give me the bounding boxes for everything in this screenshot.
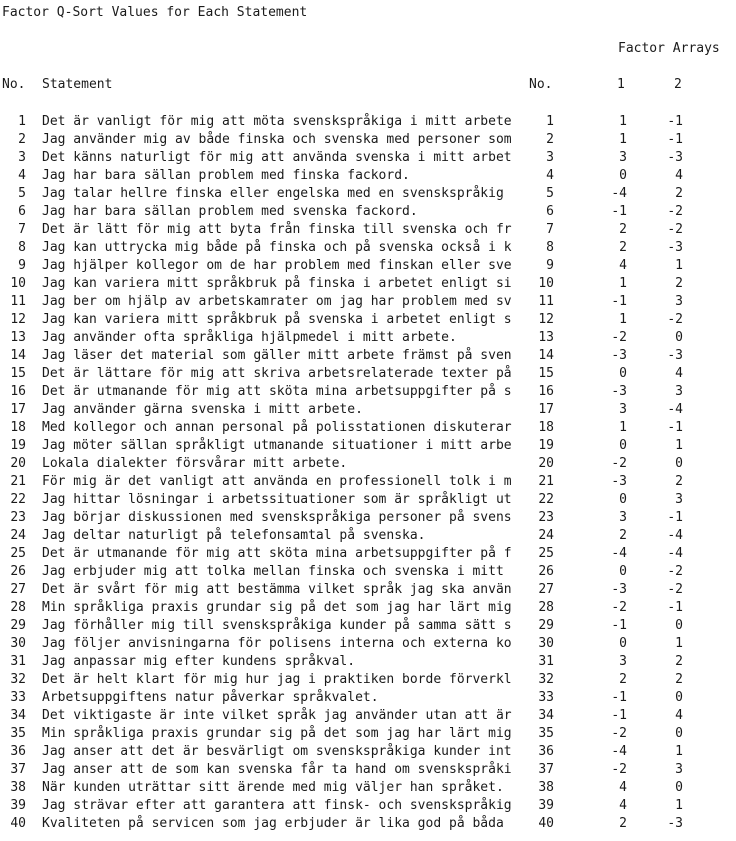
- statement-text: Jag möter sällan språkligt utmanande situationer i mitt arbe: [42, 438, 512, 453]
- statement-number: 5: [546, 186, 554, 201]
- factor-1-value: -3: [611, 474, 627, 489]
- factor-2-value: 2: [675, 672, 683, 687]
- factor-2-value: -2: [667, 204, 683, 219]
- row-index: 14: [10, 348, 26, 363]
- statement-text: Jag strävar efter att garantera att finsk- och svenskspråkig: [42, 798, 512, 813]
- statement-number: 19: [538, 438, 554, 453]
- statement-text: Jag hittar lösningar i arbetssituationer som är språkligt ut: [42, 492, 512, 507]
- statement-number: 27: [538, 582, 554, 597]
- statement-number: 25: [538, 546, 554, 561]
- factor-2-value: 2: [675, 276, 683, 291]
- factor-2-value: -4: [667, 402, 683, 417]
- factor-1-value: -4: [611, 744, 627, 759]
- factor-2-value: -2: [667, 582, 683, 597]
- factor-1-value: -1: [611, 204, 627, 219]
- factor-1-value: 2: [619, 672, 627, 687]
- row-index: 9: [18, 258, 26, 273]
- statement-text: Jag anpassar mig efter kundens språkval.: [42, 654, 356, 669]
- factor-1-value: 0: [619, 438, 627, 453]
- statement-number: 8: [546, 240, 554, 255]
- factor-1-value: 2: [619, 528, 627, 543]
- statement-text: Jag följer anvisningarna för polisens interna och externa ko: [42, 636, 512, 651]
- statement-text: Jag kan variera mitt språkbruk på svenska i arbetet enligt s: [42, 312, 512, 327]
- row-index: 13: [10, 330, 26, 345]
- table-row: [0, 203, 736, 221]
- statement-text: Jag har bara sällan problem med finska fackord.: [42, 168, 410, 183]
- factor-2-value: 3: [675, 762, 683, 777]
- factor-1-value: 1: [619, 312, 627, 327]
- statement-text: Jag talar hellre finska eller engelska med en svenskspråkig: [42, 186, 504, 201]
- statement-number: 13: [538, 330, 554, 345]
- row-index: 39: [10, 798, 26, 813]
- row-index: 5: [18, 186, 26, 201]
- row-index: 38: [10, 780, 26, 795]
- table-row: [0, 221, 736, 239]
- factor-2-value: -1: [667, 510, 683, 525]
- table-row: [0, 815, 736, 833]
- factor-2-value: -1: [667, 132, 683, 147]
- table-row: [0, 725, 736, 743]
- statement-number: 34: [538, 708, 554, 723]
- row-index: 26: [10, 564, 26, 579]
- row-index: 37: [10, 762, 26, 777]
- factor-2-value: 0: [675, 726, 683, 741]
- row-index: 36: [10, 744, 26, 759]
- statement-number: 15: [538, 366, 554, 381]
- statement-number: 4: [546, 168, 554, 183]
- statement-text: Jag deltar naturligt på telefonsamtal på svenska.: [42, 528, 426, 543]
- statement-number: 26: [538, 564, 554, 579]
- statement-number: 31: [538, 654, 554, 669]
- factor-1-value: 4: [619, 780, 627, 795]
- factor-1-value: 0: [619, 366, 627, 381]
- table-row: [0, 455, 736, 473]
- statement-text: Jag kan variera mitt språkbruk på finska i arbetet enligt si: [42, 276, 512, 291]
- no-header-right: No.: [529, 77, 553, 92]
- statement-header: Statement: [42, 77, 113, 92]
- row-index: 31: [10, 654, 26, 669]
- statement-text: Jag använder mig av både finska och svenska med personer som: [42, 132, 512, 147]
- statement-text: Jag ber om hjälp av arbetskamrater om jag har problem med sv: [42, 294, 512, 309]
- statement-number: 16: [538, 384, 554, 399]
- row-index: 3: [18, 150, 26, 165]
- statement-text: Det är svårt för mig att bestämma vilket språk jag ska använ: [42, 582, 512, 597]
- factor-2-value: 1: [675, 438, 683, 453]
- factor-1-value: 4: [619, 258, 627, 273]
- statement-number: 36: [538, 744, 554, 759]
- factor-2-value: -1: [667, 600, 683, 615]
- row-index: 23: [10, 510, 26, 525]
- factor-2-value: 2: [675, 186, 683, 201]
- statement-number: 1: [546, 114, 554, 129]
- factor-1-value: -2: [611, 726, 627, 741]
- table-row: [0, 617, 736, 635]
- factor-1-value: 2: [619, 816, 627, 831]
- factor-1-value: 3: [619, 510, 627, 525]
- statement-number: 37: [538, 762, 554, 777]
- factor-2-value: 0: [675, 456, 683, 471]
- table-row: [0, 527, 736, 545]
- table-row: [0, 779, 736, 797]
- factor-1-value: -4: [611, 186, 627, 201]
- statement-text: Jag anser att de som kan svenska får ta hand om svenskspråki: [42, 762, 512, 777]
- no-header-left: No.: [2, 77, 26, 92]
- statement-number: 17: [538, 402, 554, 417]
- statement-text: Lokala dialekter försvårar mitt arbete.: [42, 456, 348, 471]
- table-row: [0, 653, 736, 671]
- factor-1-value: -4: [611, 546, 627, 561]
- row-index: 27: [10, 582, 26, 597]
- factor-1-value: 2: [619, 222, 627, 237]
- statement-text: Jag använder gärna svenska i mitt arbete.: [42, 402, 363, 417]
- statement-number: 28: [538, 600, 554, 615]
- factor-1-value: 0: [619, 168, 627, 183]
- factor-1-value: -2: [611, 600, 627, 615]
- factor-2-value: 0: [675, 330, 683, 345]
- statement-text: Det känns naturligt för mig att använda svenska i mitt arbet: [42, 150, 512, 165]
- table-row: [0, 545, 736, 563]
- factor-2-value: 4: [675, 168, 683, 183]
- factor-2-value: -4: [667, 528, 683, 543]
- factor-1-value: 4: [619, 798, 627, 813]
- statement-number: 29: [538, 618, 554, 633]
- statement-number: 21: [538, 474, 554, 489]
- statement-text: Jag hjälper kollegor om de har problem med finskan eller sve: [42, 258, 512, 273]
- statement-text: Det är lättare för mig att skriva arbetsrelaterade texter på: [42, 366, 512, 381]
- table-row: [0, 419, 736, 437]
- row-index: 24: [10, 528, 26, 543]
- factor-arrays-header: Factor Arrays: [618, 41, 720, 56]
- statement-number: 18: [538, 420, 554, 435]
- statement-text: Jag anser att det är besvärligt om svenskspråkiga kunder int: [42, 744, 512, 759]
- factor-1-value: -2: [611, 762, 627, 777]
- statement-text: För mig är det vanligt att använda en professionell tolk i m: [42, 474, 512, 489]
- table-row: [0, 491, 736, 509]
- row-index: 22: [10, 492, 26, 507]
- factor-1-header: 1: [617, 77, 625, 92]
- table-row: [0, 635, 736, 653]
- statement-number: 24: [538, 528, 554, 543]
- row-index: 21: [10, 474, 26, 489]
- factor-1-value: 0: [619, 636, 627, 651]
- factor-2-value: 1: [675, 744, 683, 759]
- table-row: [0, 581, 736, 599]
- statement-number: 40: [538, 816, 554, 831]
- row-index: 2: [18, 132, 26, 147]
- table-row: [0, 311, 736, 329]
- factor-1-value: 1: [619, 132, 627, 147]
- statement-text: Det är utmanande för mig att sköta mina arbetsuppgifter på s: [42, 384, 512, 399]
- table-row: [0, 743, 736, 761]
- statement-text: Jag börjar diskussionen med svenskspråkiga personer på svens: [42, 510, 512, 525]
- row-index: 16: [10, 384, 26, 399]
- statement-text: Det är helt klart för mig hur jag i praktiken borde förverkl: [42, 672, 512, 687]
- factor-2-value: 3: [675, 294, 683, 309]
- statement-number: 38: [538, 780, 554, 795]
- statement-number: 23: [538, 510, 554, 525]
- row-index: 12: [10, 312, 26, 327]
- statement-number: 14: [538, 348, 554, 363]
- row-index: 20: [10, 456, 26, 471]
- statement-text: Arbetsuppgiftens natur påverkar språkvalet.: [42, 690, 379, 705]
- statement-number: 11: [538, 294, 554, 309]
- statement-number: 32: [538, 672, 554, 687]
- statement-number: 9: [546, 258, 554, 273]
- factor-1-value: -1: [611, 618, 627, 633]
- factor-1-value: -1: [611, 690, 627, 705]
- factor-1-value: -2: [611, 330, 627, 345]
- factor-1-value: 1: [619, 276, 627, 291]
- factor-2-value: 4: [675, 366, 683, 381]
- factor-2-value: -3: [667, 816, 683, 831]
- row-index: 33: [10, 690, 26, 705]
- row-index: 32: [10, 672, 26, 687]
- row-index: 34: [10, 708, 26, 723]
- statement-text: Jag använder ofta språkliga hjälpmedel i mitt arbete.: [42, 330, 457, 345]
- table-row: [0, 761, 736, 779]
- statement-text: Kvaliteten på servicen som jag erbjuder är lika god på båda: [42, 816, 504, 831]
- statement-number: 2: [546, 132, 554, 147]
- statement-number: 10: [538, 276, 554, 291]
- factor-2-value: 1: [675, 258, 683, 273]
- row-index: 4: [18, 168, 26, 183]
- table-row: [0, 797, 736, 815]
- factor-2-value: 2: [675, 654, 683, 669]
- statement-number: 3: [546, 150, 554, 165]
- factor-2-value: 0: [675, 618, 683, 633]
- factor-2-value: 1: [675, 636, 683, 651]
- table-row: [0, 383, 736, 401]
- factor-1-value: 0: [619, 492, 627, 507]
- statement-text: Det är utmanande för mig att sköta mina arbetsuppgifter på f: [42, 546, 512, 561]
- factor-2-value: 4: [675, 708, 683, 723]
- table-row: [0, 599, 736, 617]
- row-index: 30: [10, 636, 26, 651]
- row-index: 18: [10, 420, 26, 435]
- table-row: [0, 401, 736, 419]
- factor-2-value: 0: [675, 690, 683, 705]
- table-row: [0, 329, 736, 347]
- table-row: [0, 671, 736, 689]
- row-index: 29: [10, 618, 26, 633]
- statement-number: 20: [538, 456, 554, 471]
- factor-2-header: 2: [674, 77, 682, 92]
- factor-1-value: -3: [611, 384, 627, 399]
- factor-2-value: -3: [667, 348, 683, 363]
- factor-1-value: -3: [611, 348, 627, 363]
- row-index: 10: [10, 276, 26, 291]
- factor-2-value: -2: [667, 222, 683, 237]
- row-index: 15: [10, 366, 26, 381]
- statement-text: Jag har bara sällan problem med svenska fackord.: [42, 204, 418, 219]
- statement-number: 22: [538, 492, 554, 507]
- row-index: 1: [18, 114, 26, 129]
- table-row: [0, 293, 736, 311]
- row-index: 40: [10, 816, 26, 831]
- factor-1-value: -3: [611, 582, 627, 597]
- table-row: [0, 257, 736, 275]
- factor-1-value: -1: [611, 708, 627, 723]
- statement-number: 39: [538, 798, 554, 813]
- factor-2-value: -3: [667, 150, 683, 165]
- factor-2-value: 0: [675, 780, 683, 795]
- factor-2-value: -2: [667, 312, 683, 327]
- factor-1-value: 1: [619, 114, 627, 129]
- table-row: [0, 689, 736, 707]
- statement-number: 6: [546, 204, 554, 219]
- table-row: [0, 473, 736, 491]
- statement-text: Det är vanligt för mig att möta svenskspråkiga i mitt arbete: [42, 114, 512, 129]
- table-row: [0, 365, 736, 383]
- page-title: Factor Q-Sort Values for Each Statement: [2, 5, 308, 20]
- row-index: 25: [10, 546, 26, 561]
- statement-text: När kunden uträttar sitt ärende med mig väljer han språket.: [42, 780, 504, 795]
- factor-2-value: -4: [667, 546, 683, 561]
- factor-1-value: 3: [619, 654, 627, 669]
- table-row: [0, 113, 736, 131]
- table-row: [0, 437, 736, 455]
- row-index: 28: [10, 600, 26, 615]
- statement-number: 7: [546, 222, 554, 237]
- factor-2-value: -2: [667, 564, 683, 579]
- statement-text: Det är lätt för mig att byta från finska till svenska och fr: [42, 222, 512, 237]
- row-index: 11: [10, 294, 26, 309]
- factor-2-value: -1: [667, 114, 683, 129]
- statement-text: Det viktigaste är inte vilket språk jag använder utan att är: [42, 708, 512, 723]
- factor-2-value: 3: [675, 492, 683, 507]
- row-index: 35: [10, 726, 26, 741]
- factor-1-value: -2: [611, 456, 627, 471]
- factor-1-value: 1: [619, 420, 627, 435]
- row-index: 8: [18, 240, 26, 255]
- table-row: [0, 707, 736, 725]
- statement-text: Jag förhåller mig till svenskspråkiga kunder på samma sätt s: [42, 618, 512, 633]
- factor-1-value: 3: [619, 402, 627, 417]
- factor-2-value: 3: [675, 384, 683, 399]
- statement-number: 30: [538, 636, 554, 651]
- factor-2-value: 2: [675, 474, 683, 489]
- factor-2-value: 1: [675, 798, 683, 813]
- statement-text: Jag erbjuder mig att tolka mellan finska och svenska i mitt: [42, 564, 504, 579]
- table-row: [0, 131, 736, 149]
- table-row: [0, 275, 736, 293]
- table-row: [0, 185, 736, 203]
- statement-text: Med kollegor och annan personal på polisstationen diskuterar: [42, 420, 512, 435]
- statement-number: 35: [538, 726, 554, 741]
- factor-2-value: -1: [667, 420, 683, 435]
- table-row: [0, 149, 736, 167]
- factor-1-value: 3: [619, 150, 627, 165]
- row-index: 6: [18, 204, 26, 219]
- row-index: 17: [10, 402, 26, 417]
- table-row: [0, 167, 736, 185]
- row-index: 19: [10, 438, 26, 453]
- table-row: [0, 509, 736, 527]
- statement-number: 12: [538, 312, 554, 327]
- factor-1-value: -1: [611, 294, 627, 309]
- statement-text: Min språkliga praxis grundar sig på det som jag har lärt mig: [42, 726, 512, 741]
- statement-text: Jag läser det material som gäller mitt arbete främst på sven: [42, 348, 512, 363]
- statement-number: 33: [538, 690, 554, 705]
- statement-text: Jag kan uttrycka mig både på finska och på svenska också i k: [42, 240, 512, 255]
- row-index: 7: [18, 222, 26, 237]
- table-row: [0, 239, 736, 257]
- factor-1-value: 0: [619, 564, 627, 579]
- factor-2-value: -3: [667, 240, 683, 255]
- statement-text: Min språkliga praxis grundar sig på det som jag har lärt mig: [42, 600, 512, 615]
- factor-1-value: 2: [619, 240, 627, 255]
- table-row: [0, 347, 736, 365]
- table-row: [0, 563, 736, 581]
